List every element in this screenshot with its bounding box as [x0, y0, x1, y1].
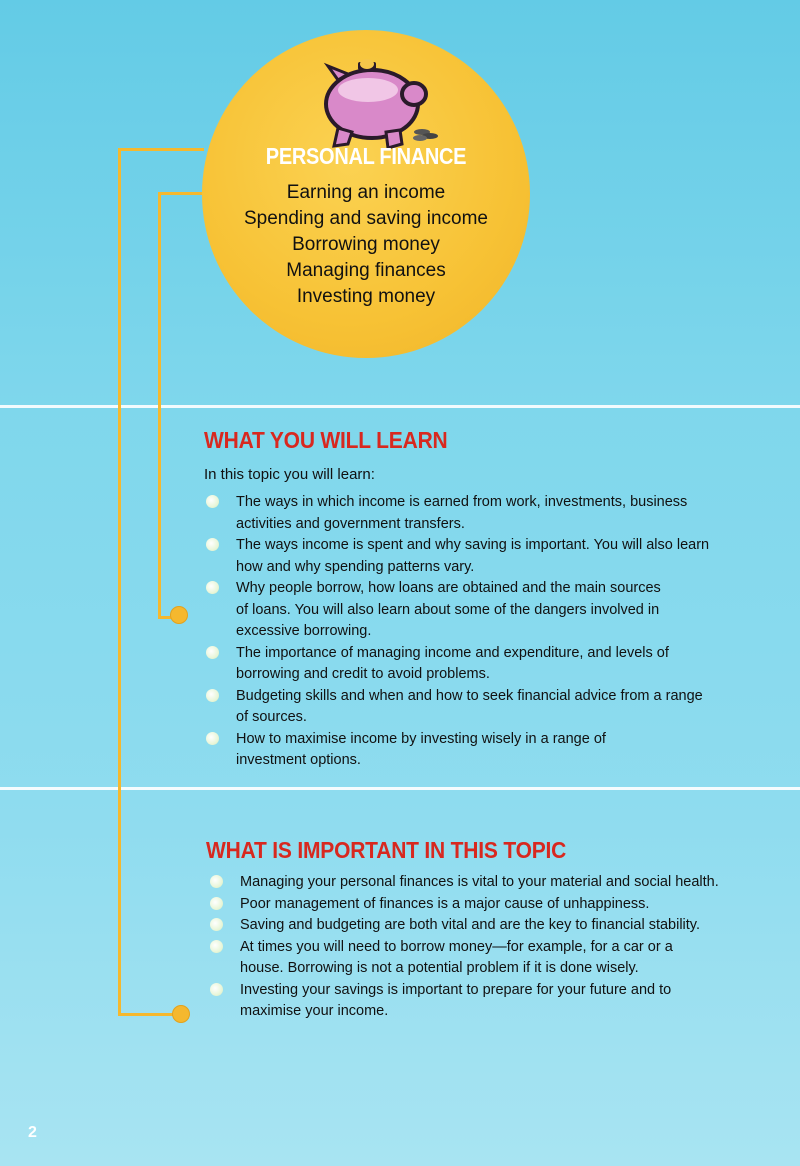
connector-dot-important [172, 1005, 190, 1023]
list-item-line: investment options. [236, 752, 361, 768]
list-item-line: maximise your income. [240, 1003, 389, 1019]
connector-line-outer-bottom [118, 1013, 176, 1016]
topic-item: Investing money [296, 286, 436, 307]
bullet-circle-icon [210, 897, 223, 910]
what-is-important-heading: WHAT IS IMPORTANT IN THIS TOPIC [206, 838, 567, 864]
list-item [202, 686, 782, 729]
list-item [202, 729, 782, 772]
list-item-line: house. Borrowing is not a potential problem if it is done wisely. [240, 960, 639, 976]
bullet-circle-icon [206, 689, 219, 702]
list-item [206, 980, 786, 1023]
list-item-line: Budgeting skills and when and how to seek financial advice from a range [236, 687, 703, 704]
list-item [202, 492, 782, 535]
bullet-circle-icon [206, 646, 219, 659]
list-item [206, 937, 786, 980]
important-bullet-list [206, 872, 786, 1023]
list-item-line: Poor management of finances is a major cause of unhappiness. [240, 895, 650, 912]
connector-line-inner-top [158, 192, 204, 195]
connector-line-outer-top [118, 148, 204, 151]
list-item-line: Investing your savings is important to prepare for your future and to [240, 981, 672, 998]
bullet-circle-icon [210, 875, 223, 888]
topic-item: Borrowing money [292, 234, 440, 255]
personal-finance-topic-list [202, 180, 530, 310]
bullet-circle-icon [210, 983, 223, 996]
list-item [202, 535, 782, 578]
connector-line-outer-vertical [118, 148, 121, 1016]
list-item-line: borrowing and credit to avoid problems. [236, 666, 490, 682]
list-item [206, 894, 786, 916]
list-item [206, 915, 786, 937]
bullet-circle-icon [206, 581, 219, 594]
list-item-line: Managing your personal finances is vital to your material and social health. [240, 874, 719, 890]
personal-finance-circle [202, 30, 530, 358]
personal-finance-title: PERSONAL FINANCE [265, 144, 467, 170]
bullet-circle-icon [206, 538, 219, 551]
topic-item: Managing finances [286, 260, 446, 281]
list-item-line: of loans. You will also learn about some of the dangers involved in [236, 601, 660, 618]
list-item-line: excessive borrowing. [236, 623, 372, 639]
list-item-line: The ways income is spent and why saving is important. You will also learn [236, 537, 710, 553]
bullet-circle-icon [210, 918, 223, 931]
list-item-line: Why people borrow, how loans are obtained and the main sources [236, 580, 661, 596]
list-item-line: How to maximise income by investing wisely in a range of [236, 730, 606, 747]
list-item-line: Saving and budgeting are both vital and are the key to financial stability. [240, 917, 700, 933]
list-item-line: The ways in which income is earned from work, investments, business [236, 494, 688, 510]
list-item [202, 578, 782, 643]
bullet-circle-icon [206, 495, 219, 508]
topic-item: Earning an income [286, 182, 446, 203]
list-item-line: of sources. [236, 709, 307, 725]
list-item [202, 643, 782, 686]
page-number: 2 [28, 1124, 37, 1141]
list-item-line: how and why spending patterns vary. [236, 558, 475, 575]
list-item-line: The importance of managing income and expenditure, and levels of [236, 644, 669, 661]
piggy-bank-icon [302, 44, 442, 159]
learn-intro-text: In this topic you will learn: [204, 466, 375, 483]
learn-bullet-list [202, 492, 782, 772]
list-item-line: activities and government transfers. [236, 515, 465, 532]
what-you-will-learn-heading: WHAT YOU WILL LEARN [204, 428, 448, 454]
topic-item: Spending and saving income [243, 208, 488, 229]
connector-dot-learn [170, 606, 188, 624]
connector-line-inner-vertical [158, 192, 161, 619]
list-item-line: At times you will need to borrow money—for example, for a car or a [240, 938, 673, 955]
list-item [206, 872, 786, 894]
bullet-circle-icon [206, 732, 219, 745]
bullet-circle-icon [210, 940, 223, 953]
